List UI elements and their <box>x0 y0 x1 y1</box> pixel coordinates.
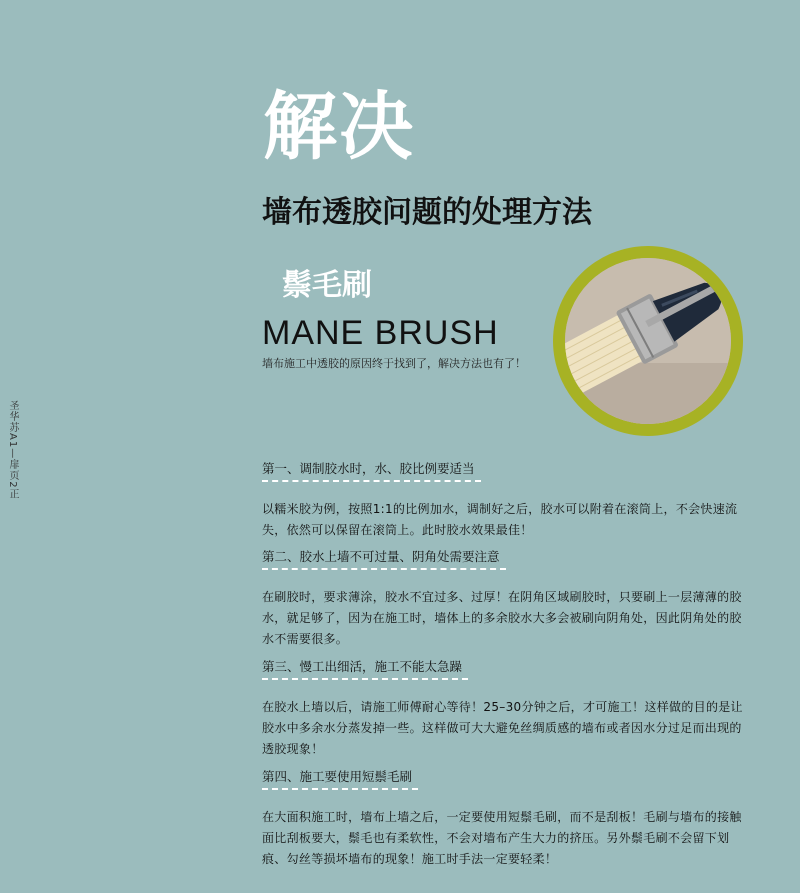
section-title: 第一、调制胶水时，水、胶比例要适当 <box>262 461 481 482</box>
section-body: 在胶水上墙以后，请施工师傅耐心等待！25–30分钟之后，才可施工！这样做的目的是让胶水中多余水分蒸发掉一些。这样做可大大避免丝绸质感的墙布或者因水分过足而出现的透胶现象！ <box>262 700 743 756</box>
paint-brush-icon <box>565 258 731 424</box>
section-title: 第四、施工要使用短鬃毛刷 <box>262 769 418 790</box>
brush-photo-frame <box>553 246 743 436</box>
tool-name-cn: 鬃毛刷 <box>282 268 372 303</box>
section-title: 第三、慢工出细活，施工不能太急躁 <box>262 659 468 680</box>
tool-name-en: MANE BRUSH <box>262 314 499 352</box>
section-body: 以糯米胶为例，按照1:1的比例加水，调制好之后，胶水可以附着在滚筒上，不会快速流失，依然可以保留在滚筒上。此时胶水效果最佳！ <box>262 502 738 537</box>
section-1 <box>262 458 748 541</box>
page-side-label: 圣华苏A1—扉页2正 <box>7 400 18 500</box>
intro-text: 墙布施工中透胶的原因终于找到了，解决方法也有了！ <box>262 357 526 370</box>
page-title: 解决 <box>263 84 415 170</box>
section-body: 在大面积施工时，墙布上墙之后，一定要使用短鬃毛刷，而不是刮板！毛刷与墙布的接触面比刮板要大，鬃毛也有柔软性，不会对墙布产生大力的挤压。另外鬃毛刷不会留下划痕、勾丝等损坏墙布的现象！施工时手法一定要轻柔！ <box>262 810 742 866</box>
section-3 <box>262 656 748 760</box>
section-2 <box>262 546 748 650</box>
page-subtitle: 墙布透胶问题的处理方法 <box>262 195 592 230</box>
section-body: 在刷胶时，要求薄涂，胶水不宜过多、过厚！在阴角区域刷胶时，只要刷上一层薄薄的胶水，就足够了，因为在施工时，墙体上的多余胶水大多会被刷向阴角处，因此阴角处的胶水不需要很多。 <box>262 590 742 646</box>
brush-photo <box>565 258 731 424</box>
section-4 <box>262 766 748 870</box>
section-title: 第二、胶水上墙不可过量、阴角处需要注意 <box>262 549 506 570</box>
